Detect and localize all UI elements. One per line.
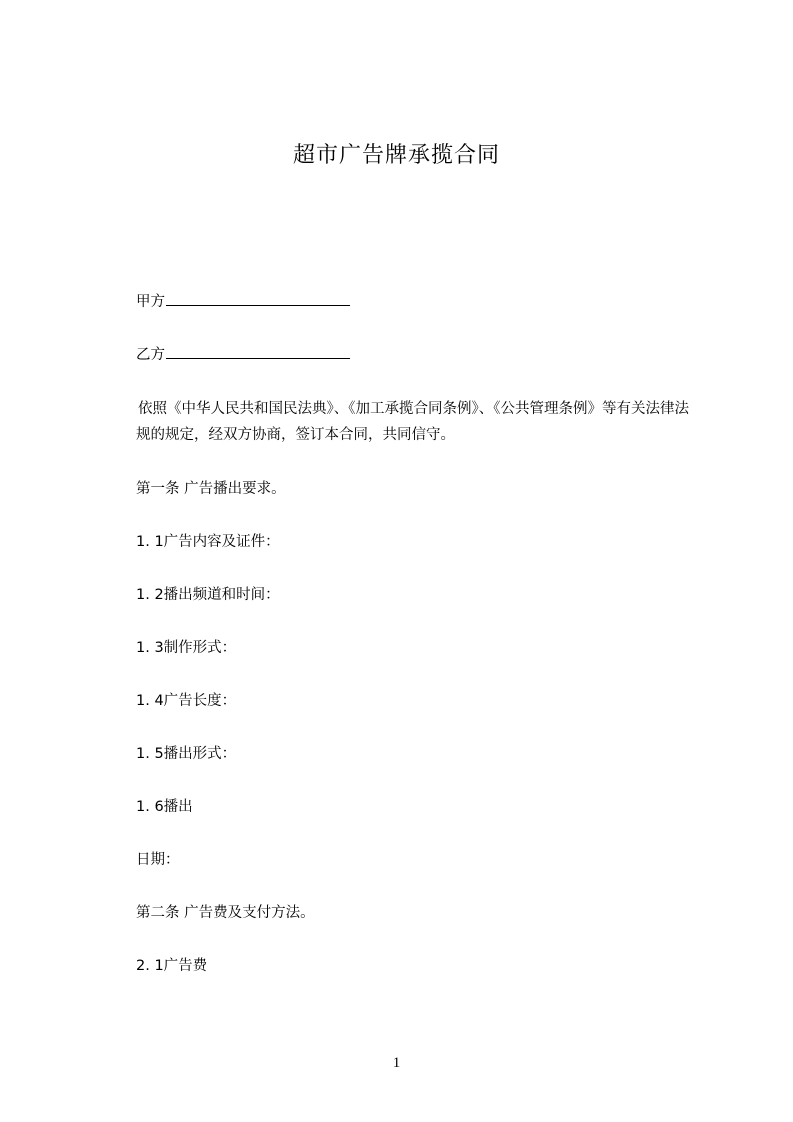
document-title: 超市广告牌承揽合同	[292, 143, 500, 168]
party-a-label: 甲方	[136, 294, 165, 310]
item-1-4: 1. 4广告长度：	[136, 693, 237, 709]
page-number: 1	[392, 1055, 401, 1071]
article-2-heading: 第二条 广告费及支付方法。	[136, 905, 315, 921]
item-1-2: 1. 2播出频道和时间：	[136, 587, 280, 603]
party-a-blank	[166, 291, 350, 306]
party-b-line	[136, 344, 350, 365]
party-b-label: 乙方	[136, 347, 165, 363]
party-a-line	[136, 291, 350, 312]
item-2-1: 2. 1广告费	[136, 958, 208, 974]
intro-paragraph: 依照《中华人民共和国民法典》、《加工承揽合同条例》、《公共管理条例》等有关法律法规的规定，经双方协商，签订本合同，共同信守。	[136, 401, 689, 443]
date-label: 日期：	[136, 852, 180, 868]
item-1-1: 1. 1广告内容及证件：	[136, 534, 280, 550]
item-1-3: 1. 3制作形式：	[136, 640, 237, 656]
item-1-6: 1. 6播出	[136, 799, 193, 815]
party-b-blank	[166, 344, 350, 359]
article-1-heading: 第一条 广告播出要求。	[136, 481, 286, 497]
item-1-5: 1. 5播出形式：	[136, 746, 237, 762]
